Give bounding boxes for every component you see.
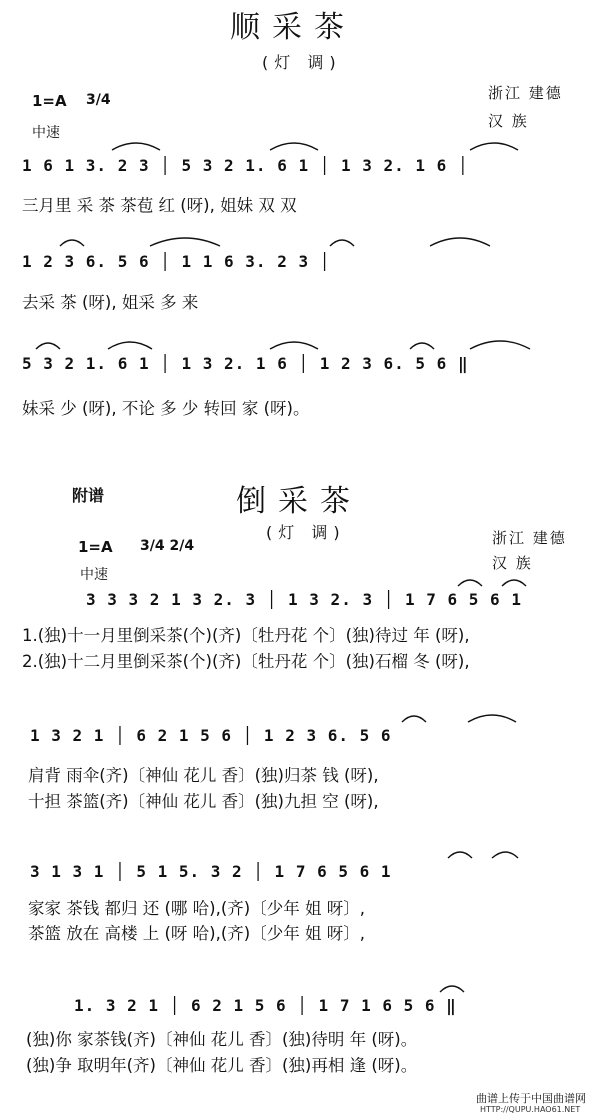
song2-system1-lyrics1: 1.(独)十一月里倒采茶(个)(齐)〔牡丹花 个〕(独)待过 年 (呀),: [22, 626, 470, 645]
song1-title: 顺采茶: [230, 10, 356, 45]
footer-line1: 曲谱上传于中国曲谱网: [476, 1092, 586, 1105]
song1-system2-notes: 1 2 3 6. 5 6 │ 1 1 6 3. 2 3 │: [22, 252, 331, 271]
song2-system1-lyrics2: 2.(独)十二月里倒采茶(个)(齐)〔牡丹花 个〕(独)石榴 冬 (呀),: [22, 652, 470, 671]
footer-line2: HTTP://QUPU.HAO61.NET: [480, 1105, 581, 1114]
song2-system4-notes: 1. 3 2 1 │ 6 2 1 5 6 │ 1 7 1 6 5 6 ‖: [74, 996, 457, 1015]
song1-system3-lyrics: 妹采 少 (呀), 不论 多 少 转回 家 (呀)。: [22, 399, 310, 418]
song2-system1-notes: 3 3 3 2 1 3 2. 3 │ 1 3 2. 3 │ 1 7 6 5 6 1: [86, 590, 522, 609]
song1-subtitle: (灯 调): [262, 53, 342, 72]
song1-tempo: 中速: [32, 125, 60, 141]
song2-label: 附谱: [72, 486, 105, 505]
song1-system3-notes: 5 3 2 1. 6 1 │ 1 3 2. 1 6 │ 1 2 3 6. 5 6 ‖: [22, 354, 469, 373]
song1-system1-notes: 1 6 1 3. 2 3 │ 5 3 2 1. 6 1 │ 1 3 2. 1 6 │: [22, 156, 469, 175]
song2-system2-lyrics1: 肩背 雨伞(齐)〔神仙 花儿 香〕(独)归茶 钱 (呀),: [28, 766, 379, 785]
song2-system4-lyrics2: (独)争 取明年(齐)〔神仙 花儿 香〕(独)再相 逢 (呀)。: [26, 1056, 418, 1075]
song2-title: 倒采茶: [236, 484, 362, 519]
song2-origin: 浙江 建德: [492, 529, 567, 547]
song2-ethnic: 汉 族: [492, 554, 533, 572]
song2-key: 1=A: [78, 538, 113, 556]
song1-ethnic: 汉 族: [488, 112, 529, 130]
song1-system2-lyrics: 去采 茶 (呀), 姐采 多 来: [22, 293, 199, 312]
song2-time: 3/4 2/4: [140, 538, 195, 554]
song1-origin: 浙江 建德: [488, 84, 563, 102]
song2-system3-lyrics1: 家家 茶钱 都归 还 (哪 哈),(齐)〔少年 姐 呀〕,: [28, 899, 365, 918]
song1-time: 3/4: [86, 92, 111, 108]
song2-system2-lyrics2: 十担 茶篮(齐)〔神仙 花儿 香〕(独)九担 空 (呀),: [28, 792, 379, 811]
song2-tempo: 中速: [80, 567, 108, 583]
song2-system4-lyrics1: (独)你 家茶钱(齐)〔神仙 花儿 香〕(独)待明 年 (呀)。: [26, 1030, 418, 1049]
song1-system1-lyrics: 三月里 采 茶 茶苞 红 (呀), 姐妹 双 双: [22, 196, 297, 215]
song2-system3-lyrics2: 茶篮 放在 高楼 上 (呀 哈),(齐)〔少年 姐 呀〕,: [28, 924, 365, 943]
song1-key: 1=A: [32, 92, 67, 110]
song2-system3-notes: 3 1 3 1 │ 5 1 5. 3 2 │ 1 7 6 5 6 1: [30, 862, 392, 881]
song2-system2-notes: 1 3 2 1 │ 6 2 1 5 6 │ 1 2 3 6. 5 6: [30, 726, 392, 745]
song2-subtitle: (灯 调): [266, 523, 346, 542]
